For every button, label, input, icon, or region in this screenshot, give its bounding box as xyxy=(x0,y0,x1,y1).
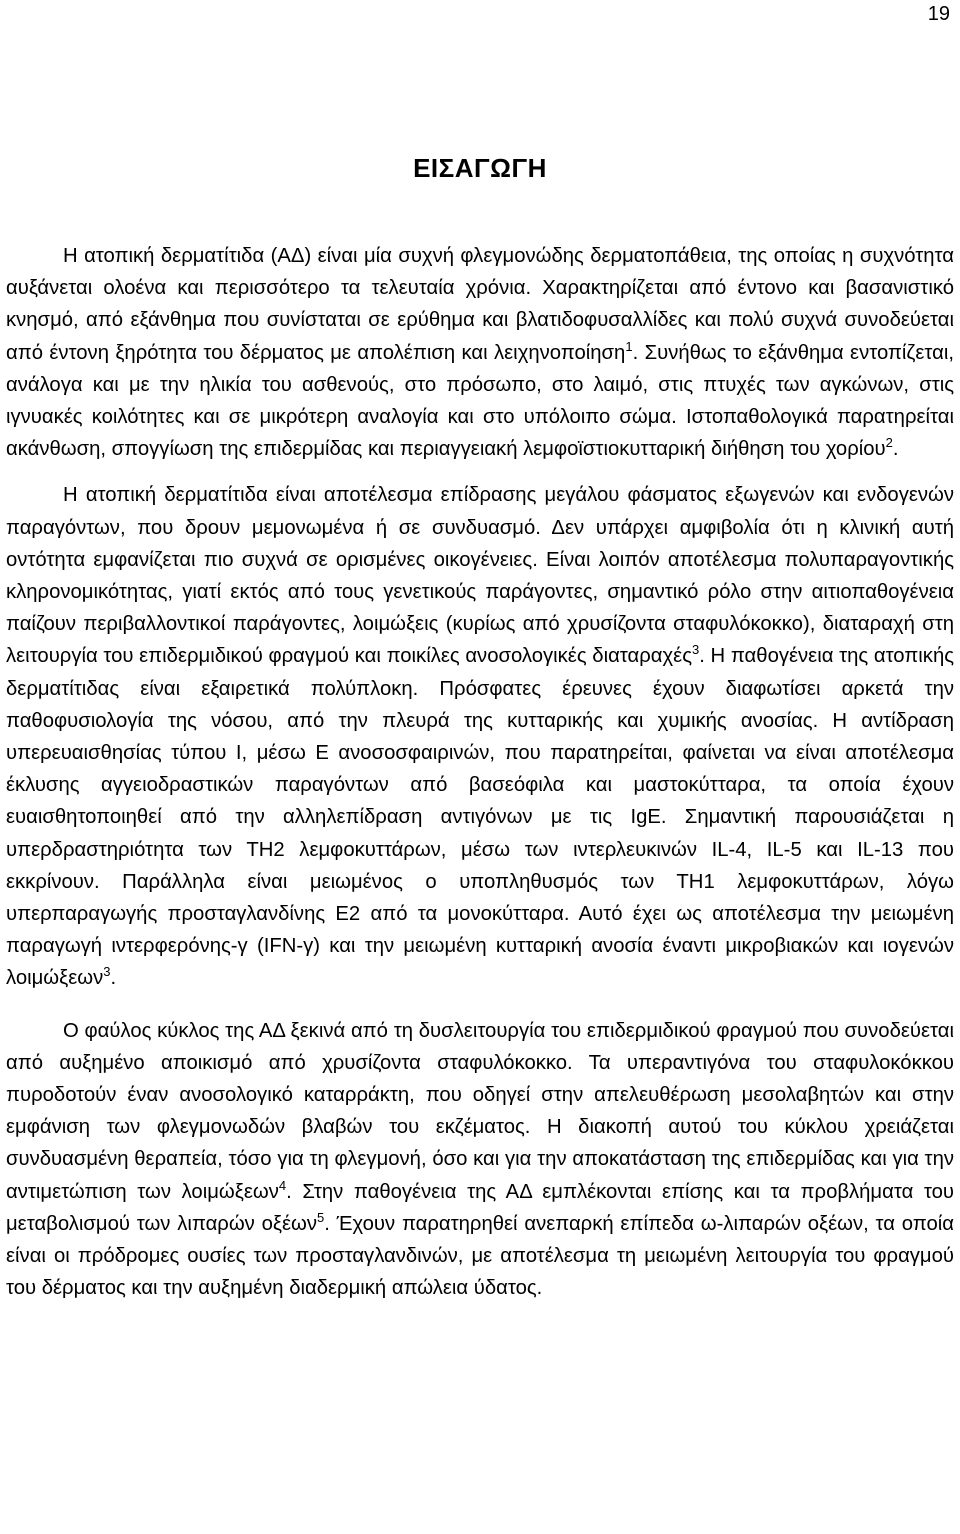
paragraph-2 xyxy=(6,479,954,994)
paragraph-3-text-b: . Στην παθογένεια της ΑΔ εμπλέκονται επίσης και τα προβλήματα του μεταβολισμού των λιπαρών οξέων xyxy=(6,1180,955,1235)
paragraph-1-text-b: . Συνήθως το εξάνθημα εντοπίζεται, ανάλογα και με την ηλικία του ασθενούς, στο πρόσωπο, στο λαιμό, στις πτυχές των αγκώνων, στις ιγνυακές κοιλότητες και σε μικρότερη αναλογία και στο υπόλοιπο σώμα. Ιστοπαθολογικά παρατηρείται ακάνθωση, σπογγίωση της επιδερμίδας και περιαγγειακή λεμφοϊστιοκυτταρική διήθηση του χορίου xyxy=(6,341,955,461)
citation-ref-2: 2 xyxy=(885,435,893,451)
paragraph-3-text-a: Ο φαύλος κύκλος της ΑΔ ξεκινά από τη δυσλειτουργία του επιδερμιδικού φραγμού που συνοδεύεται από αυξημένο αποικισμό από χρυσίζοντα σταφυλόκοκκο. Τα υπεραντιγόνα του σταφυλοκόκκου πυροδοτούν έναν ανοσολογικό καταρράκτη, που οδηγεί στην απελευθέρωση μεσολαβητών και στην εμφάνιση των φλεγμονωδών βλαβών του εκζέματος. Η διακοπή αυτού του κύκλου χρειάζεται συνδυασμένη θεραπεία, τόσο για τη φλεγμονή, όσο και για την αποκατάσταση της επιδερμίδας και για την αντιμετώπιση των λοιμώξεων xyxy=(6,1019,954,1203)
paragraph-3 xyxy=(6,1015,954,1305)
page-title: ΕΙΣΑΓΩΓΗ xyxy=(413,153,547,183)
paragraph-1 xyxy=(6,240,954,465)
paragraph-2-text-a: Η ατοπική δερματίτιδα είναι αποτέλεσμα επίδρασης μεγάλου φάσματος εξωγενών και ενδογενών παραγόντων, που δρουν μεμονωμένα ή σε συνδυασμό. Δεν υπάρχει αμφιβολία ότι η κλινική αυτή οντότητα εμφανίζεται πιο συχνά σε ορισμένες οικογένειες. Είναι λοιπόν αποτέλεσμα πολυπαραγοντικής κληρονομικότητας, γιατί εκτός από τους γενετικούς παράγοντες, σημαντικό ρόλο στην αιτιοπαθογένεια παίζουν περιβαλλοντικοί παράγοντες, λοιμώξεις (κυρίως από χρυσίζοντα σταφυλόκοκκο), διαταραχή στη λειτουργία του επιδερμιδικού φραγμού και ποικίλες ανοσολογικές διαταραχές xyxy=(6,484,954,668)
document-body xyxy=(6,240,954,1305)
citation-ref-3: 3 xyxy=(691,642,700,658)
paragraph-2-text-b: . Η παθογένεια της ατοπικής δερματίτιδας είναι εξαιρετικά πολύπλοκη. Πρόσφατες έρευνες έχουν διαφωτίσει αρκετά την παθοφυσιολογία της νόσου, από την πλευρά της κυτταρικής και χυμικής ανοσίας. Η αντίδραση υπερευαισθησίας τύπου Ι, μέσω Ε ανοσοσφαιρινών, που παρατηρείται, φαίνεται να είναι αποτέλεσμα έκλυσης αγγειοδραστικών παραγόντων από βασεόφιλα και μαστοκύτταρα, τα οποία έχουν ευαισθητοποιηθεί από την αλληλεπίδραση αντιγόνων με τις IgE. Σημαντική παρουσιάζεται η υπερδραστηριότητα των ΤΗ2 λεμφοκυττάρων, μέσω των ιντερλευκινών IL-4, IL-5 και IL-13 που εκκρίνουν. Παράλληλα είναι μειωμένος ο υποπληθυσμός των ΤΗ1 λεμφοκυττάρων, λόγω υπερπαραγωγής προσταγλανδίνης Ε2 από τα μονοκύτταρα. Αυτό έχει ως αποτέλεσμα την μειωμένη παραγωγή ιντερφερόνης-γ (IFN-γ) και την μειωμένη κυτταρική ανοσία έναντι μικροβιακών και ιογενών λοιμώξεων xyxy=(6,645,954,990)
paragraph-1-text-a: Η ατοπική δερματίτιδα (ΑΔ) είναι μία συχνή φλεγμονώδης δερματοπάθεια, της οποίας η συχνότητα αυξάνεται ολοένα και περισσότερο τα τελευταία χρόνια. Χαρακτηρίζεται από έντονο και βασανιστικό κνησμό, από εξάνθημα που συνίσταται σε ερύθημα και βλατιδοφυσαλλίδες και πολύ συχνά συνοδεύεται από έντονη ξηρότητα του δέρματος με απολέπιση και λειχηνοποίηση xyxy=(6,245,954,364)
paragraph-3-text-c: . Έχουν παρατηρηθεί ανεπαρκή επίπεδα ω-λιπαρών οξέων, τα οποία είναι οι πρόδρομες ουσίες των προσταγλανδινών, με αποτέλεσμα τη μειωμένη λειτουργία του φραγμού του δέρματος και την αυξημένη διαδερμική απώλεια ύδατος. xyxy=(6,1212,954,1300)
citation-ref-4: 4 xyxy=(278,1177,287,1193)
page-number: 19 xyxy=(927,3,950,25)
citation-ref-1: 1 xyxy=(625,338,633,354)
citation-ref-3b: 3 xyxy=(103,964,111,980)
paragraph-2-text-c: . xyxy=(110,967,117,990)
citation-ref-5: 5 xyxy=(316,1209,325,1225)
paragraph-1-text-c: . xyxy=(892,438,899,461)
